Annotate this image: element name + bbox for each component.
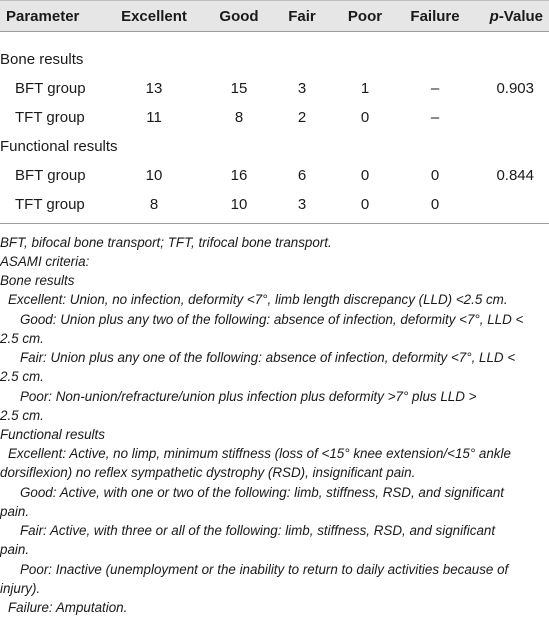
cell-good: 16 bbox=[230, 167, 248, 184]
note-functional-poor-line2: injury). bbox=[0, 581, 41, 596]
header-pvalue-p: p bbox=[489, 8, 499, 25]
table-header-row bbox=[0, 0, 549, 32]
note-functional-good-line1: Good: Active, with one or two of the following: limb, stiffness, RSD, and significant bbox=[20, 485, 505, 500]
cell-fair: 6 bbox=[297, 167, 307, 184]
note-functional-excellent-line2: dorsiflexion) no reflex sympathetic dystrophy (RSD), insignificant pain. bbox=[0, 465, 416, 480]
header-good: Good bbox=[219, 8, 259, 25]
note-bone-fair-line1: Fair: Union plus any one of the following: absence of infection, deformity <7°, LLD < bbox=[20, 350, 516, 365]
note-bone-excellent: Excellent: Union, no infection, deformity <7°, limb length discrepancy (LLD) <2.5 cm. bbox=[8, 292, 508, 307]
header-poor: Poor bbox=[347, 8, 383, 25]
section-title-bone: Bone results bbox=[0, 51, 84, 68]
cell-failure: 0 bbox=[430, 196, 440, 213]
note-functional-fair-line1: Fair: Active, with three or all of the following: limb, stiffness, RSD, and significant bbox=[20, 523, 496, 538]
cell-poor: 0 bbox=[360, 196, 370, 213]
cell-good: 8 bbox=[234, 109, 244, 126]
header-pvalue bbox=[490, 8, 543, 26]
row-label: TFT group bbox=[15, 196, 85, 213]
row-label: BFT group bbox=[15, 167, 86, 184]
note-functional-failure: Failure: Amputation. bbox=[8, 600, 128, 615]
cell-good: 10 bbox=[230, 196, 248, 213]
header-failure: Failure bbox=[410, 8, 460, 25]
note-bone-poor-line1: Poor: Non-union/refracture/union plus infection plus deformity >7° plus LLD > bbox=[20, 389, 477, 404]
cell-good: 15 bbox=[230, 80, 248, 97]
note-functional-good-line2: pain. bbox=[0, 504, 30, 519]
note-functional-fair-line2: pain. bbox=[0, 542, 30, 557]
cell-failure: 0 bbox=[430, 167, 440, 184]
note-bone-fair-line2: 2.5 cm. bbox=[0, 369, 44, 384]
cell-fair: 3 bbox=[297, 196, 307, 213]
note-bone-poor-line2: 2.5 cm. bbox=[0, 408, 44, 423]
cell-pvalue: 0.903 bbox=[496, 80, 534, 97]
cell-fair: 2 bbox=[297, 109, 307, 126]
cell-poor: 0 bbox=[360, 167, 370, 184]
section-title-functional: Functional results bbox=[0, 138, 118, 155]
cell-excellent: 8 bbox=[149, 196, 159, 213]
cell-excellent: 11 bbox=[146, 109, 162, 126]
note-bone-good-line2: 2.5 cm. bbox=[0, 331, 44, 346]
row-label: TFT group bbox=[15, 109, 85, 126]
note-functional-title: Functional results bbox=[0, 427, 105, 442]
table-bottom-rule bbox=[0, 223, 549, 224]
cell-failure: – bbox=[430, 109, 440, 126]
header-pvalue-rest: -Value bbox=[498, 8, 543, 25]
note-abbreviations: BFT, bifocal bone transport; TFT, trifocal bone transport. bbox=[0, 235, 332, 250]
cell-excellent: 13 bbox=[145, 80, 163, 97]
note-criteria-title: ASAMI criteria: bbox=[0, 254, 90, 269]
note-functional-excellent-line1: Excellent: Active, no limp, minimum stiffness (loss of <15° knee extension/<15° ankle bbox=[8, 446, 511, 461]
header-excellent: Excellent bbox=[121, 8, 187, 25]
header-fair: Fair bbox=[288, 8, 316, 25]
cell-poor: 0 bbox=[360, 109, 370, 126]
cell-poor: 1 bbox=[360, 80, 370, 97]
row-label: BFT group bbox=[15, 80, 86, 97]
cell-excellent: 10 bbox=[145, 167, 163, 184]
cell-failure: – bbox=[430, 80, 440, 97]
cell-fair: 3 bbox=[297, 80, 307, 97]
note-bone-good-line1: Good: Union plus any two of the following: absence of infection, deformity <7°, LLD < bbox=[20, 312, 524, 327]
header-parameter: Parameter bbox=[6, 8, 80, 25]
cell-pvalue: 0.844 bbox=[496, 167, 534, 184]
note-bone-title: Bone results bbox=[0, 273, 75, 288]
note-functional-poor-line1: Poor: Inactive (unemployment or the inability to return to daily activities because of bbox=[20, 562, 509, 577]
